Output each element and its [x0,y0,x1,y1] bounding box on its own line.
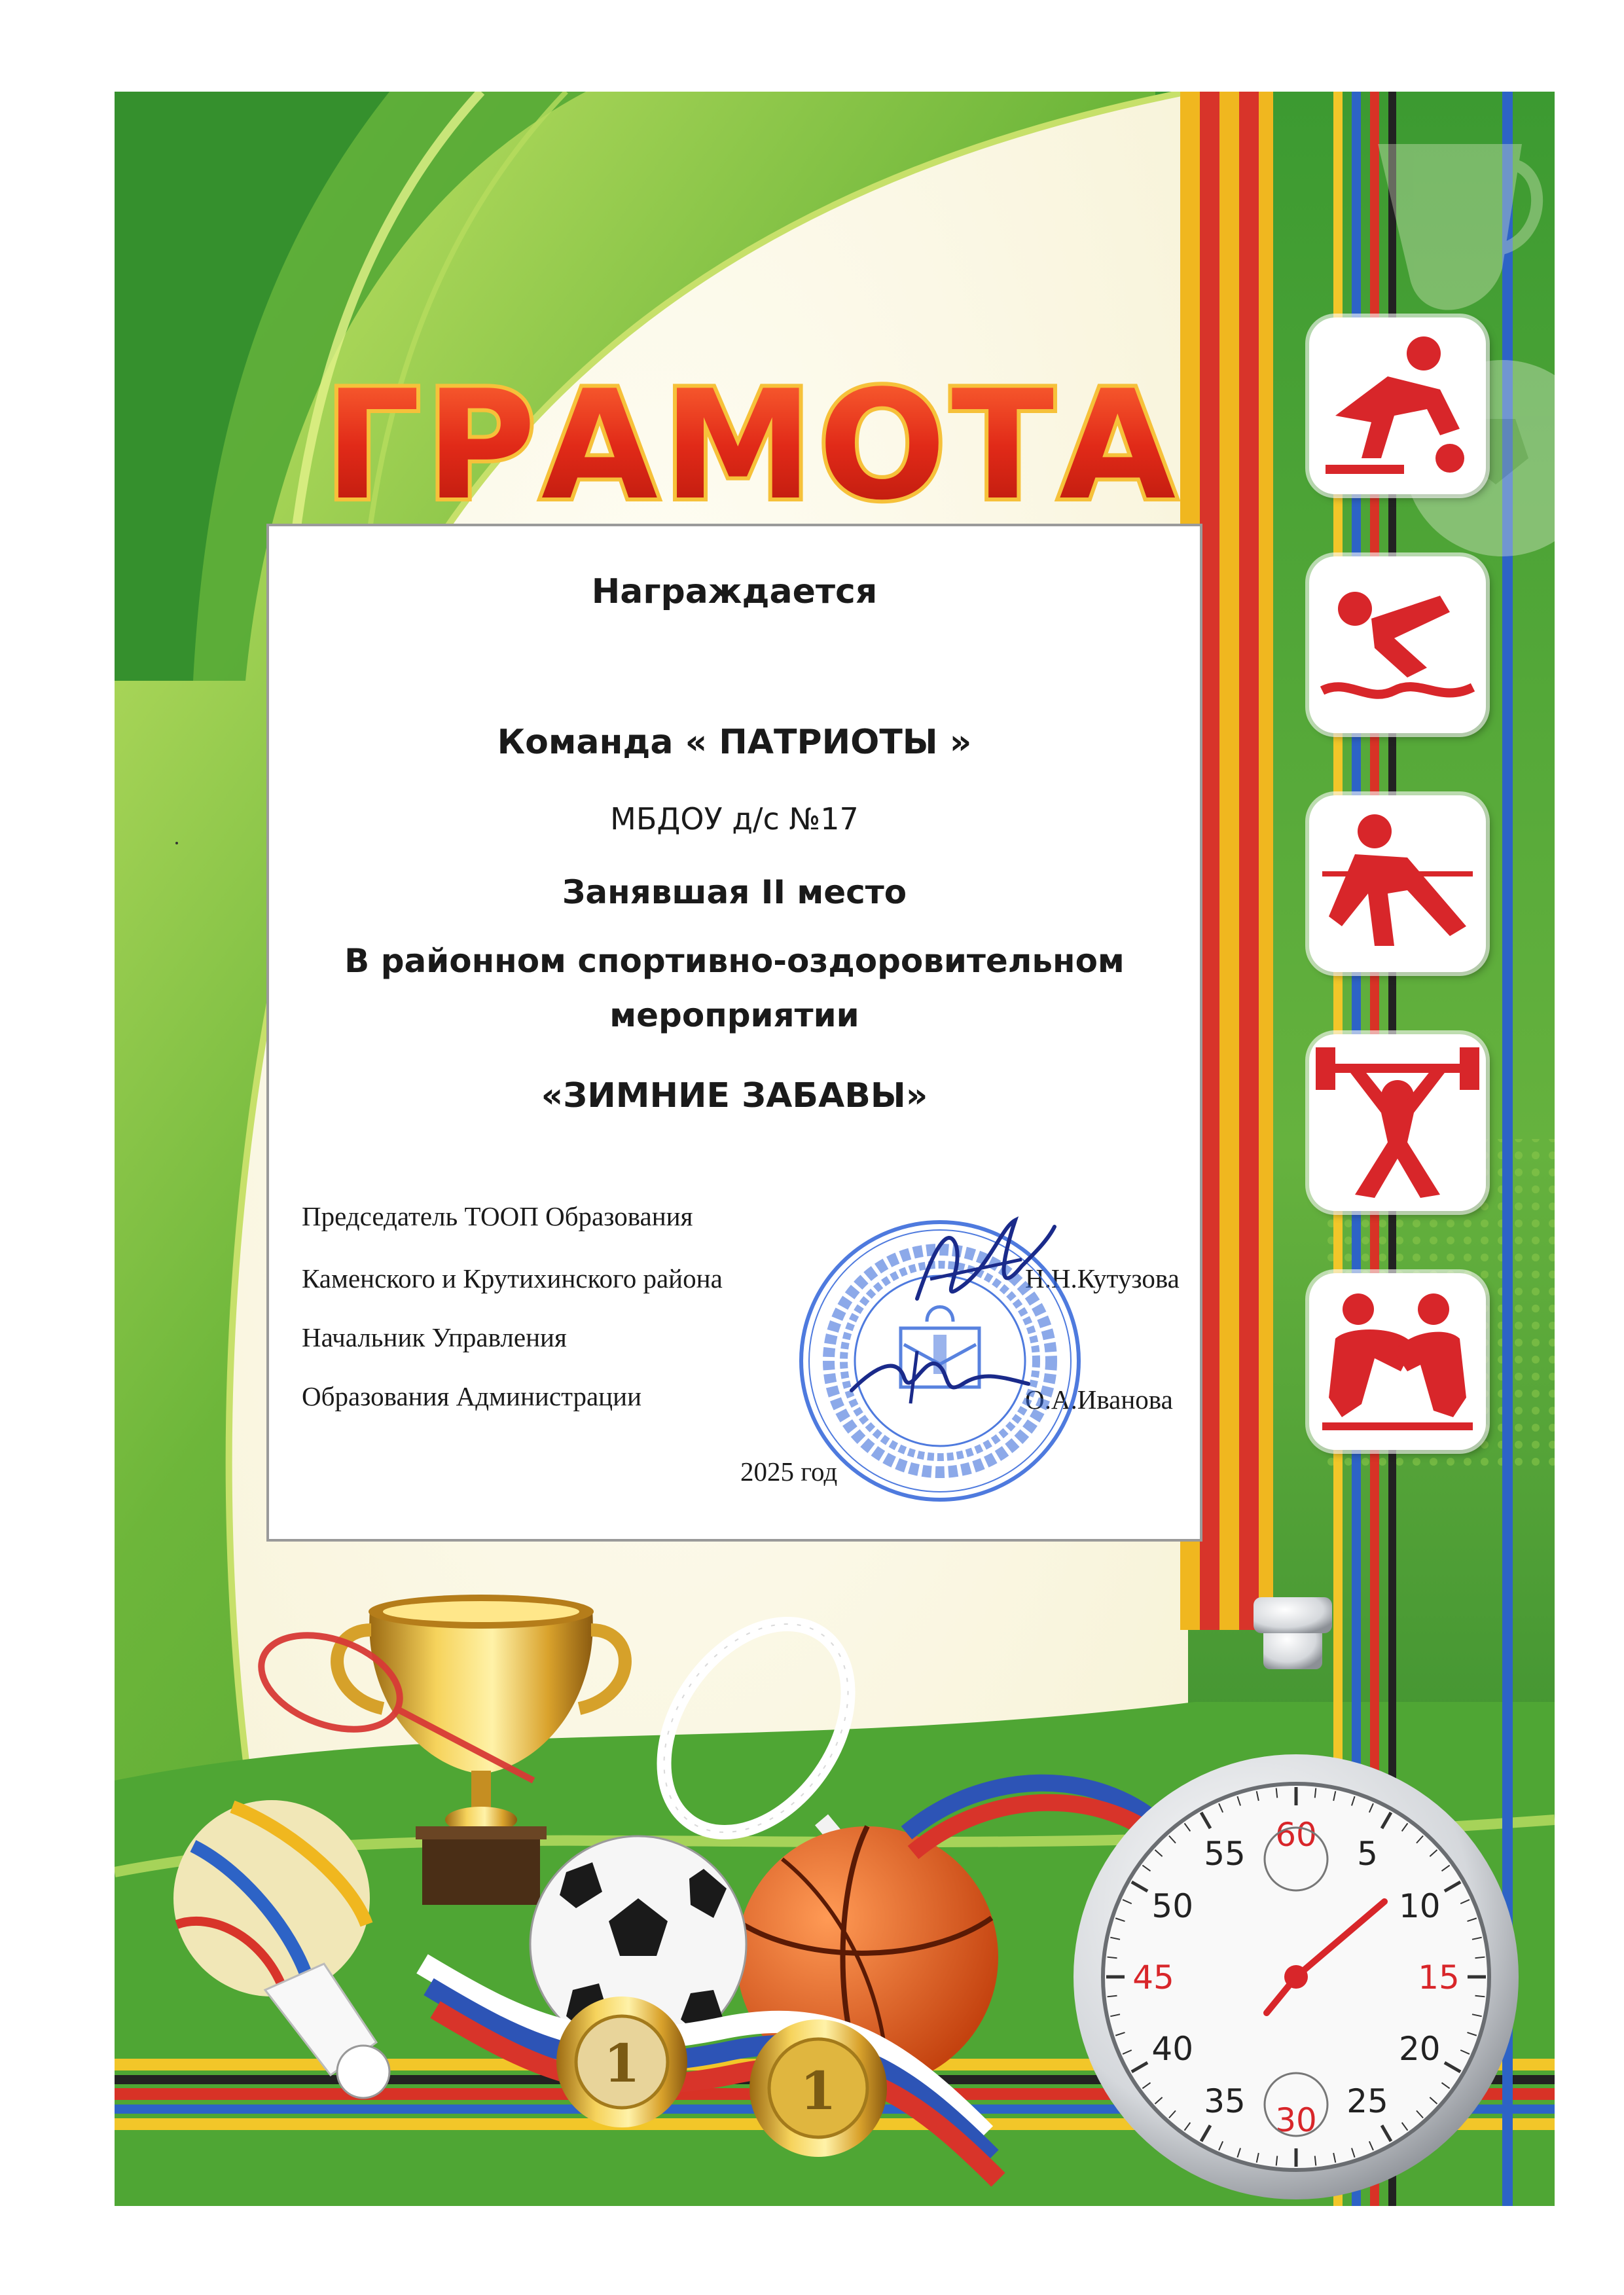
certificate-sheet [115,92,1555,2206]
stopwatch-number: 15 [1418,1959,1460,1997]
signature-kutuzova [891,1201,1061,1331]
team-line: Команда « ПАТРИОТЫ » [497,723,972,762]
weightlifter-icon [1309,1034,1486,1211]
institution-line: МБДОУ д/с №17 [610,801,859,837]
medal-gold [749,2019,887,2157]
wrestlers-icon [1309,1273,1486,1450]
stopwatch-number: 50 [1151,1887,1194,1925]
awarded-heading: Награждается [591,572,878,611]
signer2-name: О.А.Иванова [1025,1384,1173,1415]
svg-text:1: 1 [800,2060,837,2122]
stopwatch-number: 10 [1398,1887,1441,1925]
svg-text:1: 1 [604,2033,640,2094]
stopwatch-number: 45 [1132,1959,1174,1997]
stopwatch-number: 20 [1398,2030,1441,2068]
signer1-name: Н.Н.Кутузова [1025,1263,1180,1293]
signer1-title-line2: Каменского и Крутихинского района [302,1263,723,1293]
title-text: ГРАМОТА [324,367,1182,524]
signer1-title-line1: Председатель ТООП Образования [302,1201,693,1231]
fencer-icon [1309,795,1486,972]
stopwatch-number: 25 [1346,2082,1388,2120]
signature-ivanova [839,1338,1035,1417]
stopwatch-number: 40 [1151,2030,1194,2068]
place-line: Занявшая II место [562,873,907,911]
event-name: «ЗИМНИЕ ЗАБАВЫ» [541,1076,928,1115]
volleyball [173,1800,370,1997]
medal-silver [556,1997,687,2127]
event-line-2: мероприятии [609,996,859,1034]
stopwatch-number: 30 [1275,2101,1317,2139]
swimmer-icon [1309,556,1486,733]
signer2-title-line1: Начальник Управления [302,1322,567,1352]
volleyball-player-icon [1309,317,1486,494]
stopwatch-number: 35 [1204,2082,1246,2120]
scan-speck [175,842,178,844]
stopwatch-number: 55 [1204,1835,1246,1873]
stopwatch-number: 60 [1275,1816,1317,1854]
signer2-title-line2: Образования Администрации [302,1381,642,1411]
stopwatch-number: 5 [1357,1835,1378,1873]
award-panel [266,524,1202,1542]
year-line: 2025 год [740,1456,838,1487]
event-line-1: В районном спортивно-оздоровительном [344,942,1125,980]
